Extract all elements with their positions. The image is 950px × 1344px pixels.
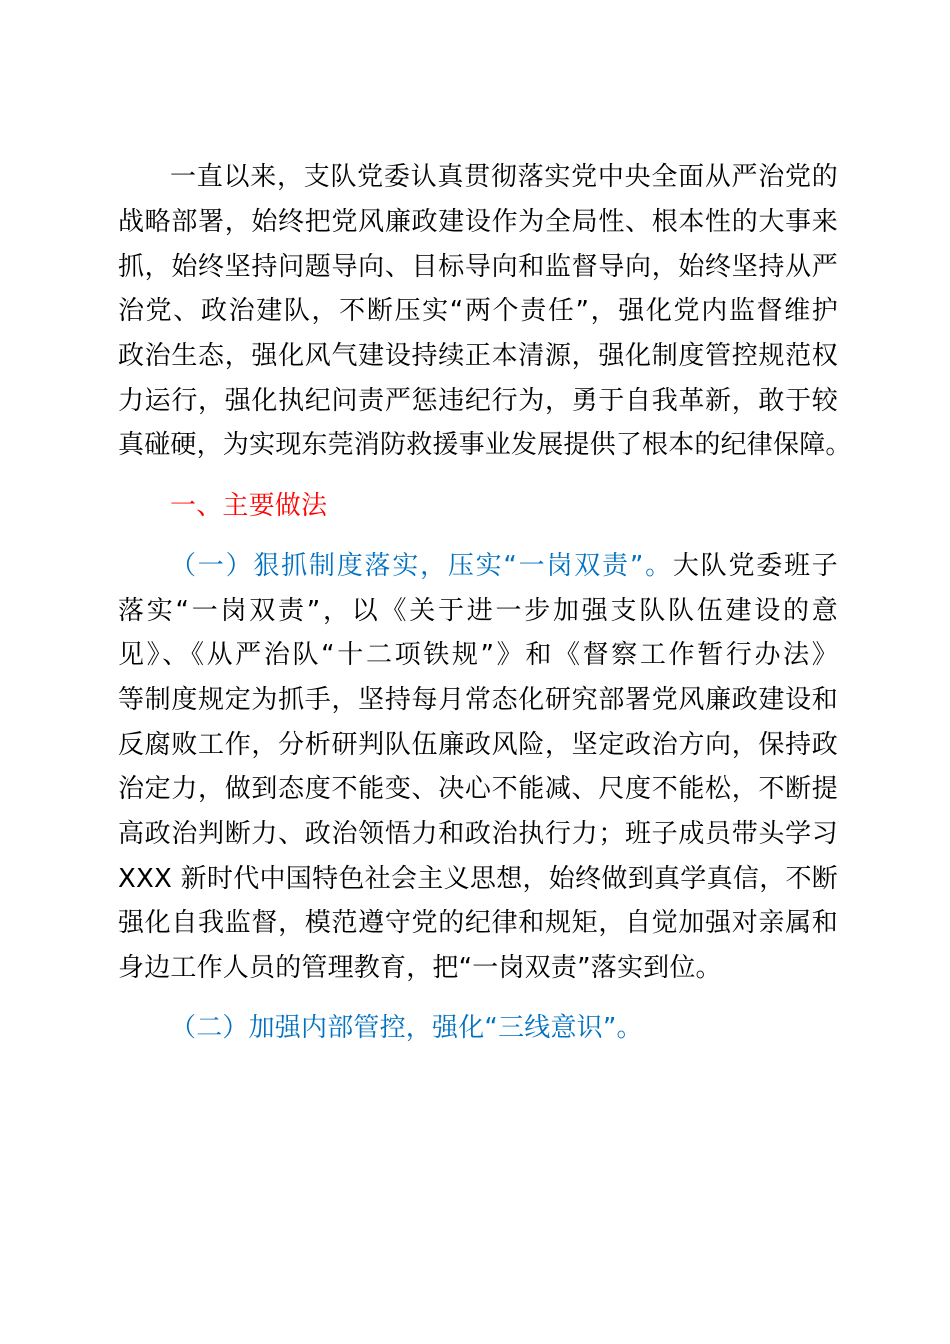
section1-line-5: 反腐败工作，分析研判队伍廉政风险，坚定政治方向，保持政: [118, 730, 838, 760]
para1-line-6: 力运行，强化执纪问责严惩违纪行为，勇于自我革新，敢于较: [118, 386, 838, 416]
para1-line-2: 战略部署，始终把党风廉政建设作为全局性、根本性的大事来: [118, 207, 838, 237]
section1-line-4: 等制度规定为抓手，坚持每月常态化研究部署党风廉政建设和: [118, 685, 838, 715]
section1-first-line: [170, 551, 838, 581]
section1-line-2: 落实“一岗双责”，以《关于进一步加强支队队伍建设的意: [118, 596, 838, 626]
para1-line-7: 真碰硬，为实现东莞消防救援事业发展提供了根本的纪律保障。: [118, 430, 852, 460]
section1-line-3: 见》、《从严治队“十二项铁规”》和《督察工作暂行办法》: [118, 640, 838, 670]
section1-title: （一）狠抓制度落实，压实“一岗双责”。: [170, 551, 673, 581]
section1-line-9: 强化自我监督，模范遵守党的纪律和规矩，自觉加强对亲属和: [118, 908, 838, 938]
section1-first-line-text: 大队党委班子: [672, 551, 839, 581]
para1-line-1: 一直以来，支队党委认真贯彻落实党中央全面从严治党的: [170, 162, 838, 192]
para1-line-5: 政治生态，强化风气建设持续正本清源，强化制度管控规范权: [118, 341, 838, 371]
section-heading: 一、主要做法: [170, 491, 328, 521]
section1-line-8: XXX 新时代中国特色社会主义思想，始终做到真学真信，不断: [118, 864, 838, 894]
para1-line-3: 抓，始终坚持问题导向、目标导向和监督导向，始终坚持从严: [118, 252, 838, 282]
section2-title: （二）加强内部管控，强化“三线意识”。: [170, 1013, 643, 1043]
section1-line-6: 治定力，做到态度不能变、决心不能减、尺度不能松，不断提: [118, 774, 838, 804]
section1-line-10: 身边工作人员的管理教育，把“一岗双责”落实到位。: [118, 953, 722, 983]
section1-line-7: 高政治判断力、政治领悟力和政治执行力；班子成员带头学习: [118, 819, 838, 849]
para1-line-4: 治党、政治建队，不断压实“两个责任”，强化党内监督维护: [118, 296, 838, 326]
